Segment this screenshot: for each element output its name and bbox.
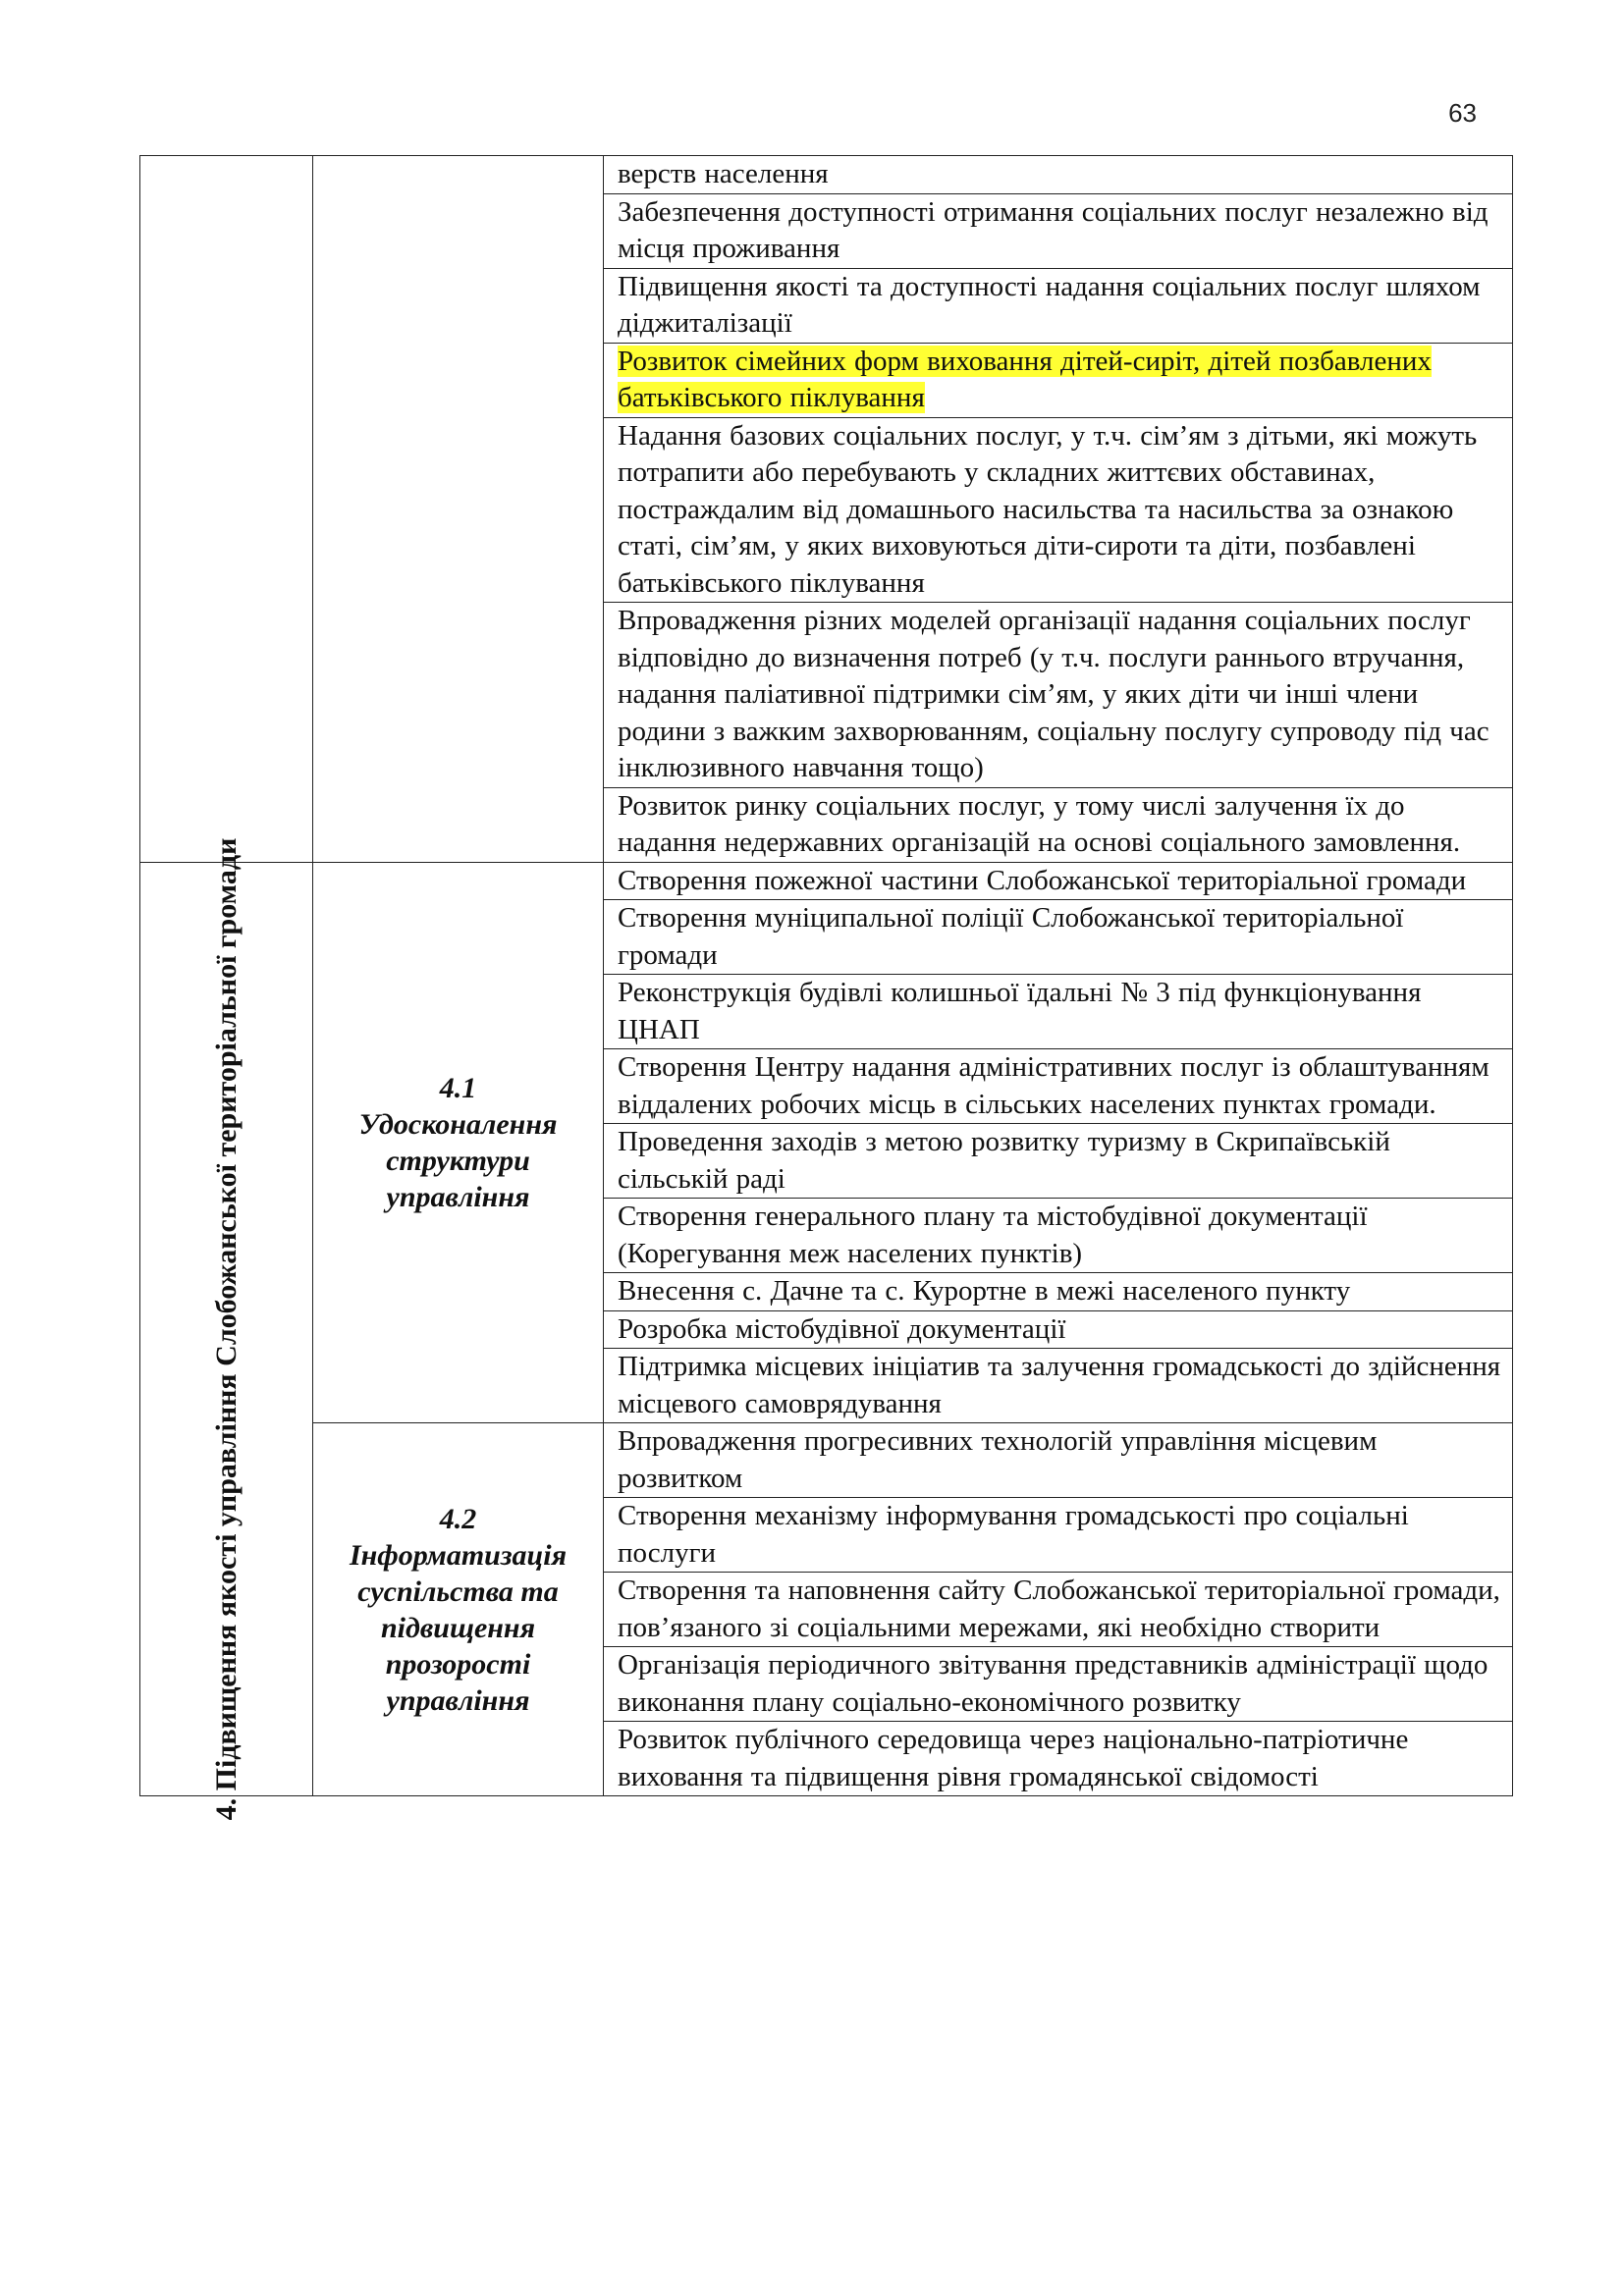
measure-text: Проведення заходів з метою розвитку туризму в Скрипаївській сільській раді <box>618 1126 1390 1195</box>
measure-text: Реконструкція будівлі колишньої їдальні № 3 під функціонування ЦНАП <box>618 977 1422 1045</box>
measure-text: Розробка містобудівної документації <box>618 1312 1066 1345</box>
measure-text: верств населення <box>618 158 829 189</box>
direction-cell-continued <box>140 156 313 863</box>
measure-text: Підтримка місцевих ініціатив та залучення громадськості до здійснення місцевого самоврядування <box>618 1351 1501 1419</box>
measure-cell <box>604 1573 1513 1647</box>
subdirection-title: Удосконалення структури управління <box>358 1107 558 1213</box>
page-number: 63 <box>1448 98 1477 128</box>
subdirection-sub2-cell <box>313 1423 604 1796</box>
measure-cell <box>604 343 1513 417</box>
measure-text: Впровадження прогресивних технологій управління місцевим розвитком <box>618 1425 1378 1494</box>
measure-cell <box>604 156 1513 194</box>
measure-cell <box>604 1199 1513 1273</box>
measure-text: Розвиток ринку соціальних послуг, у тому числі залучення їх до надання недержавних організацій на основі соціального замовлення. <box>618 789 1461 858</box>
table-row <box>140 1423 1513 1498</box>
measure-cell <box>604 1349 1513 1423</box>
measure-text: Внесення с. Дачне та с. Курортне в межі населеного пункту <box>618 1275 1351 1307</box>
measure-cell <box>604 1423 1513 1498</box>
subdirection-number: 4.1 <box>439 1071 477 1104</box>
subdirection-title: Інформатизація суспільства та підвищення прозорості управління <box>349 1538 568 1717</box>
measure-text: Розвиток публічного середовища через національно-патріотичне виховання та підвищення рівня громадянської свідомості <box>618 1724 1409 1792</box>
measure-text: Розвиток сімейних форм виховання дітей-сиріт, дітей позбавлених батьківського піклування <box>618 345 1432 413</box>
subdirection-sub1-cell <box>313 862 604 1423</box>
measure-cell <box>604 900 1513 975</box>
measure-cell <box>604 1273 1513 1311</box>
measure-cell <box>604 1049 1513 1124</box>
measure-text: Створення пожежної частини Слобожанської територіальної громади <box>618 864 1467 896</box>
measure-cell <box>604 417 1513 603</box>
strategy-table-body <box>140 156 1513 1821</box>
measure-cell <box>604 787 1513 862</box>
measure-text: Організація періодичного звітування представників адміністрації щодо виконання плану соціально-економічного розвитку <box>618 1649 1489 1718</box>
measure-text: Створення генерального плану та містобудівної документації (Корегування меж населених пунктів) <box>618 1201 1368 1269</box>
table-row <box>140 156 1513 194</box>
measure-cell <box>604 603 1513 788</box>
measure-text: Забезпечення доступності отримання соціальних послуг незалежно від місця проживання <box>618 195 1489 264</box>
strategy-table <box>139 155 1513 1821</box>
measure-cell <box>604 862 1513 900</box>
measure-text: Надання базових соціальних послуг, у т.ч. сім’ям з дітьми, які можуть потрапити або перебувають у складних життєвих обставинах, постраждалим від домашнього насильства та насильства за ознакою статі, сім’ям, у яких виховуються діти-сироти та діти, позбавлені батьківського піклування <box>618 419 1478 599</box>
table-row <box>140 862 1513 900</box>
measure-cell <box>604 1722 1513 1796</box>
direction-title: 4. Підвищення якості управління Слобожанської територіальної громади <box>209 837 243 1821</box>
measure-text: Створення та наповнення сайту Слобожанської територіальної громади, пов’язаного зі соціальними мережами, які необхідно створити <box>618 1575 1500 1643</box>
direction-cell <box>140 837 313 1821</box>
measure-cell <box>604 268 1513 343</box>
measure-cell <box>604 1124 1513 1199</box>
measure-cell <box>604 1498 1513 1573</box>
subdirection-cell-continued <box>313 156 604 863</box>
measure-text: Впровадження різних моделей організації надання соціальних послуг відповідно до визначення потреб (у т.ч. послуги раннього втручання, надання паліативної підтримки сім’ям, у яких діти чи інші члени родини з важким захворюванням, соціальну послугу супроводу під час інклюзивного навчання тощо) <box>618 605 1489 783</box>
measure-text: Створення механізму інформування громадськості про соціальні послуги <box>618 1500 1409 1569</box>
measure-text: Підвищення якості та доступності надання соціальних послуг шляхом діджиталізації <box>618 270 1481 339</box>
measure-text: Створення муніципальної поліції Слобожанської територіальної громади <box>618 902 1404 971</box>
measure-cell <box>604 193 1513 268</box>
measure-cell <box>604 1647 1513 1722</box>
measure-text: Створення Центру надання адміністративних послуг із облаштуванням віддалених робочих місць в сільських населених пунктах громади. <box>618 1051 1489 1120</box>
measure-cell <box>604 975 1513 1049</box>
subdirection-number: 4.2 <box>439 1502 477 1535</box>
measure-cell <box>604 1310 1513 1349</box>
